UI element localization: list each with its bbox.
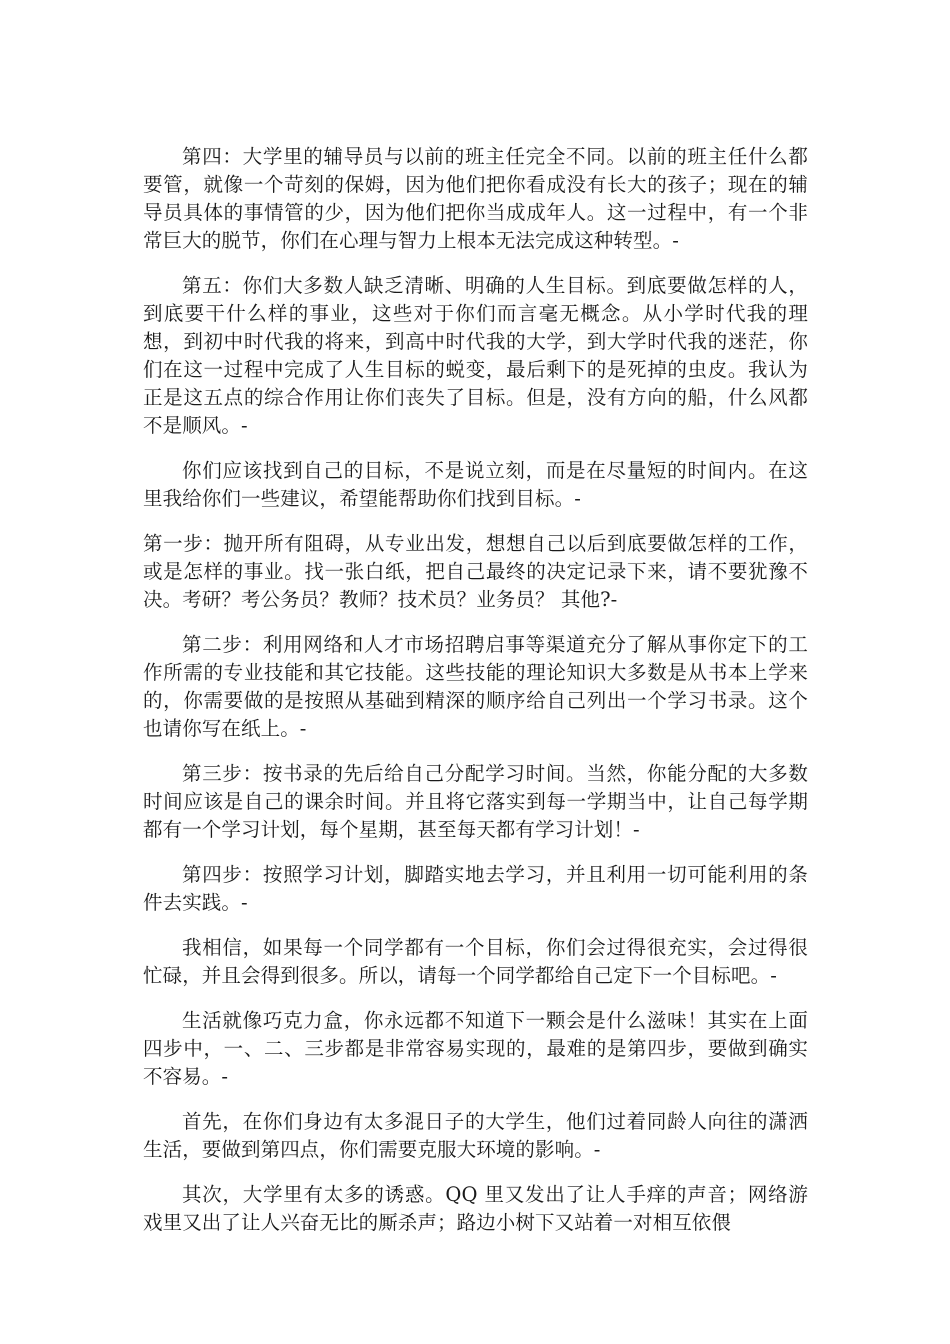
paragraph-2: 第五：你们大多数人缺乏清晰、明确的人生目标。到底要做怎样的人，到底要干什么样的事业，这些对于你们而言毫无概念。从小学时代我的理想，到初中时代我的将来，到高中时代我的大学，到大学时代我的迷茫，你们在这一过程中完成了人生目标的蜕变，最后剩下的是死掉的虫皮。我认为正是这五点的综合作用让你们丧失了目标。但是，没有方向的船，什么风都不是顺风。- [143, 274, 808, 437]
paragraph-9: 生活就像巧克力盒，你永远都不知道下一颗会是什么滋味！其实在上面四步中，一、二、三步都是非常容易实现的，最难的是第四步，要做到确实不容易。- [143, 1009, 808, 1088]
paragraph-7: 第四步：按照学习计划，脚踏实地去学习，并且利用一切可能利用的条件去实践。- [143, 863, 808, 914]
paragraph-4: 第一步：抛开所有阻碍，从专业出发，想想自己以后到底要做怎样的工作，或是怎样的事业。找一张白纸，把自己最终的决定记录下来，请不要犹豫不决。考研？考公务员？教师？技术员？业务员？ 其他?- [143, 532, 808, 611]
paragraph-8: 我相信，如果每一个同学都有一个目标，你们会过得很充实，会过得很忙碌，并且会得到很多。所以，请每一个同学都给自己定下一个目标吧。- [143, 936, 808, 987]
paragraph-10: 首先，在你们身边有太多混日子的大学生，他们过着同龄人向往的潇洒生活，要做到第四点，你们需要克服大环境的影响。- [143, 1110, 808, 1161]
paragraph-11: 其次，大学里有太多的诱惑。QQ 里又发出了让人手痒的声音；网络游戏里又出了让人兴奋无比的厮杀声；路边小树下又站着一对相互依偎 [143, 1183, 808, 1234]
paragraph-3: 你们应该找到自己的目标，不是说立刻，而是在尽量短的时间内。在这里我给你们一些建议，希望能帮助你们找到目标。- [143, 459, 808, 510]
paragraph-5: 第二步：利用网络和人才市场招聘启事等渠道充分了解从事你定下的工作所需的专业技能和其它技能。这些技能的理论知识大多数是从书本上学来的，你需要做的是按照从基础到精深的顺序给自己列出一个学习书录。这个也请你写在纸上。- [143, 633, 808, 740]
paragraph-1: 第四：大学里的辅导员与以前的班主任完全不同。以前的班主任什么都要管，就像一个苛刻的保姆，因为他们把你看成没有长大的孩子；现在的辅导员具体的事情管的少，因为他们把你当成成年人。这一过程中，有一个非常巨大的脱节，你们在心理与智力上根本无法完成这种转型。- [143, 145, 808, 252]
document-body [143, 143, 808, 1237]
paragraph-6: 第三步：按书录的先后给自己分配学习时间。当然，你能分配的大多数时间应该是自己的课余时间。并且将它落实到每一学期当中，让自己每学期都有一个学习计划，每个星期，甚至每天都有学习计划！- [143, 762, 808, 841]
